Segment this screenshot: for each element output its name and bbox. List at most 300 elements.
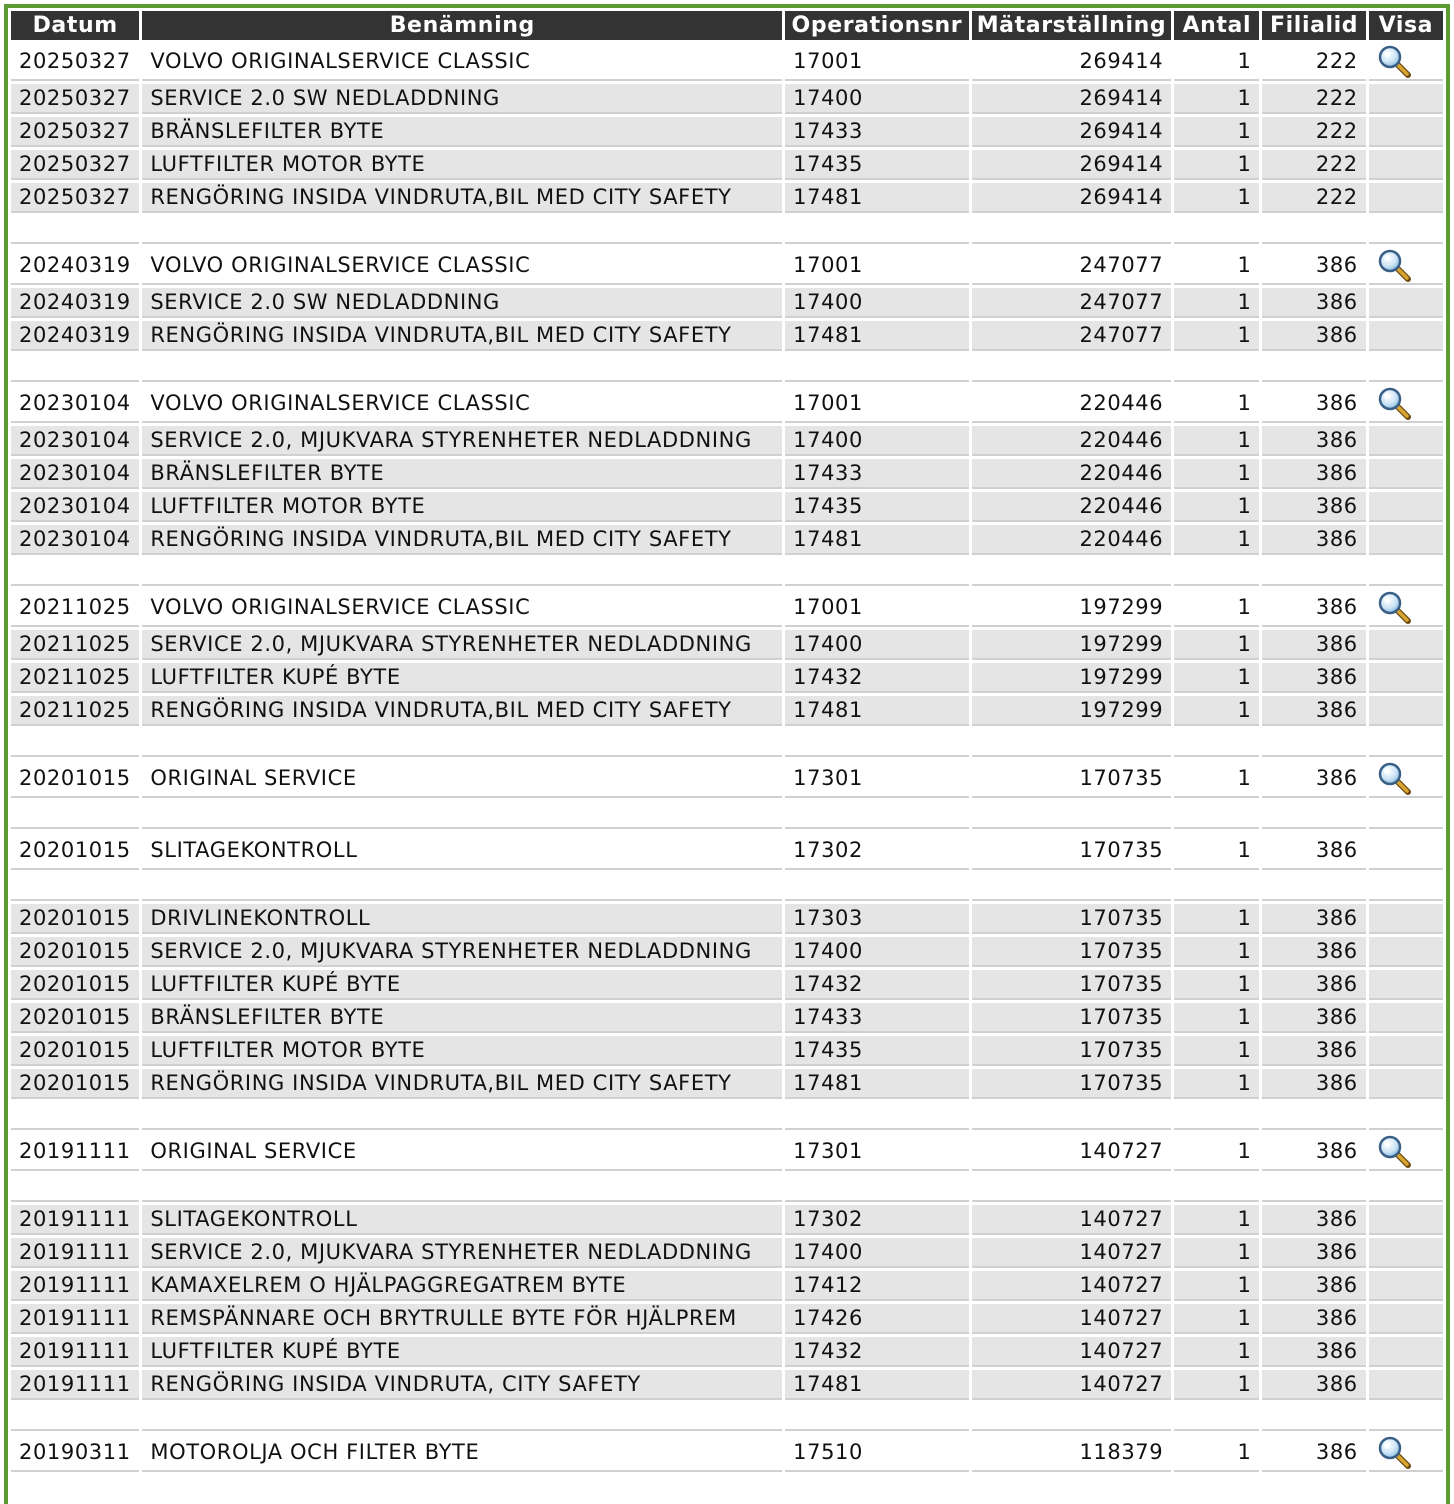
cell-antal: 1 <box>1174 630 1259 660</box>
cell-datum: 20191111 <box>11 1271 139 1301</box>
spacer-cell <box>142 558 782 586</box>
table-row <box>11 247 1443 285</box>
spacer-cell <box>972 873 1172 901</box>
cell-operationsnr: 17435 <box>785 1036 969 1066</box>
cell-matarstallning: 269414 <box>972 84 1172 114</box>
spacer-cell <box>785 216 969 244</box>
cell-operationsnr: 17435 <box>785 492 969 522</box>
cell-filialid: 386 <box>1262 970 1365 1000</box>
cell-matarstallning: 269414 <box>972 43 1172 81</box>
cell-benamning: VOLVO ORIGINALSERVICE CLASSIC <box>142 247 782 285</box>
spacer-cell <box>1174 1174 1259 1202</box>
table-row <box>11 492 1443 522</box>
cell-operationsnr: 17400 <box>785 937 969 967</box>
cell-benamning: LUFTFILTER KUPÉ BYTE <box>142 970 782 1000</box>
spacer-cell <box>11 801 139 829</box>
cell-antal: 1 <box>1174 663 1259 693</box>
spacer-cell <box>1369 873 1443 901</box>
cell-datum: 20201015 <box>11 1036 139 1066</box>
cell-matarstallning: 170735 <box>972 904 1172 934</box>
spacer-cell <box>1262 558 1365 586</box>
cell-benamning: VOLVO ORIGINALSERVICE CLASSIC <box>142 385 782 423</box>
spacer-cell <box>11 1102 139 1130</box>
cell-antal: 1 <box>1174 1069 1259 1099</box>
cell-matarstallning: 170735 <box>972 937 1172 967</box>
cell-matarstallning: 220446 <box>972 492 1172 522</box>
cell-matarstallning: 140727 <box>972 1133 1172 1171</box>
cell-antal: 1 <box>1174 1238 1259 1268</box>
cell-matarstallning: 220446 <box>972 459 1172 489</box>
cell-matarstallning: 170735 <box>972 1036 1172 1066</box>
cell-datum: 20201015 <box>11 1003 139 1033</box>
cell-benamning: SERVICE 2.0 SW NEDLADDNING <box>142 288 782 318</box>
cell-benamning: LUFTFILTER MOTOR BYTE <box>142 492 782 522</box>
cell-antal: 1 <box>1174 937 1259 967</box>
cell-operationsnr: 17400 <box>785 1238 969 1268</box>
table-row <box>11 117 1443 147</box>
cell-benamning: SERVICE 2.0, MJUKVARA STYRENHETER NEDLADDNING <box>142 630 782 660</box>
table-row <box>11 1003 1443 1033</box>
spacer-cell <box>1262 1174 1365 1202</box>
cell-benamning: SERVICE 2.0 SW NEDLADDNING <box>142 84 782 114</box>
spacer-cell <box>1369 729 1443 757</box>
table-row <box>11 1337 1443 1367</box>
cell-matarstallning: 140727 <box>972 1205 1172 1235</box>
cell-datum: 20201015 <box>11 760 139 798</box>
cell-datum: 20250327 <box>11 183 139 213</box>
cell-visa <box>1369 321 1443 351</box>
table-row <box>11 904 1443 934</box>
magnifier-icon[interactable] <box>1377 1435 1411 1469</box>
cell-datum: 20201015 <box>11 937 139 967</box>
spacer-cell <box>11 873 139 901</box>
spacer-cell <box>785 1102 969 1130</box>
cell-visa[interactable] <box>1369 43 1443 81</box>
spacer-cell <box>142 1174 782 1202</box>
cell-benamning: LUFTFILTER KUPÉ BYTE <box>142 663 782 693</box>
cell-operationsnr: 17432 <box>785 663 969 693</box>
cell-benamning: RENGÖRING INSIDA VINDRUTA,BIL MED CITY SAFETY <box>142 183 782 213</box>
cell-antal: 1 <box>1174 1205 1259 1235</box>
cell-datum: 20191111 <box>11 1370 139 1400</box>
spacer-row <box>11 354 1443 382</box>
spacer-cell <box>972 216 1172 244</box>
cell-operationsnr: 17481 <box>785 1069 969 1099</box>
table-row <box>11 1205 1443 1235</box>
table-row <box>11 426 1443 456</box>
table-row <box>11 321 1443 351</box>
spacer-cell <box>1174 729 1259 757</box>
table-row <box>11 1271 1443 1301</box>
cell-benamning: KAMAXELREM O HJÄLPAGGREGATREM BYTE <box>142 1271 782 1301</box>
cell-antal: 1 <box>1174 43 1259 81</box>
cell-operationsnr: 17412 <box>785 1271 969 1301</box>
cell-filialid: 386 <box>1262 1133 1365 1171</box>
cell-benamning: SLITAGEKONTROLL <box>142 832 782 870</box>
table-row <box>11 459 1443 489</box>
spacer-cell <box>785 873 969 901</box>
cell-antal: 1 <box>1174 150 1259 180</box>
cell-operationsnr: 17433 <box>785 1003 969 1033</box>
cell-filialid: 386 <box>1262 1337 1365 1367</box>
spacer-cell <box>142 801 782 829</box>
cell-operationsnr: 17301 <box>785 1133 969 1171</box>
cell-benamning: SERVICE 2.0, MJUKVARA STYRENHETER NEDLADDNING <box>142 937 782 967</box>
cell-antal: 1 <box>1174 525 1259 555</box>
cell-matarstallning: 220446 <box>972 385 1172 423</box>
table-row <box>11 832 1443 870</box>
cell-antal: 1 <box>1174 1133 1259 1171</box>
cell-operationsnr: 17433 <box>785 117 969 147</box>
cell-matarstallning: 197299 <box>972 663 1172 693</box>
column-header-benamning: Benämning <box>142 11 782 40</box>
table-row <box>11 1238 1443 1268</box>
spacer-cell <box>11 216 139 244</box>
column-header-matarstallning: Mätarställning <box>972 11 1172 40</box>
cell-datum: 20240319 <box>11 288 139 318</box>
spacer-cell <box>1369 558 1443 586</box>
cell-antal: 1 <box>1174 459 1259 489</box>
cell-filialid: 222 <box>1262 117 1365 147</box>
cell-matarstallning: 170735 <box>972 970 1172 1000</box>
cell-visa <box>1369 832 1443 870</box>
cell-operationsnr: 17001 <box>785 589 969 627</box>
spacer-row <box>11 1403 1443 1431</box>
cell-matarstallning: 269414 <box>972 183 1172 213</box>
cell-antal: 1 <box>1174 1304 1259 1334</box>
spacer-cell <box>1174 354 1259 382</box>
cell-operationsnr: 17001 <box>785 43 969 81</box>
cell-operationsnr: 17435 <box>785 150 969 180</box>
cell-datum: 20230104 <box>11 492 139 522</box>
cell-operationsnr: 17432 <box>785 970 969 1000</box>
magnifier-icon[interactable] <box>1377 248 1411 282</box>
cell-antal: 1 <box>1174 321 1259 351</box>
spacer-cell <box>1174 216 1259 244</box>
table-header-row <box>11 11 1443 40</box>
spacer-cell <box>972 1102 1172 1130</box>
table-row <box>11 84 1443 114</box>
table-row <box>11 1036 1443 1066</box>
spacer-cell <box>1262 216 1365 244</box>
magnifier-icon[interactable] <box>1377 44 1411 78</box>
cell-filialid: 386 <box>1262 1069 1365 1099</box>
cell-benamning: RENGÖRING INSIDA VINDRUTA, CITY SAFETY <box>142 1370 782 1400</box>
spacer-cell <box>1369 1174 1443 1202</box>
cell-datum: 20191111 <box>11 1205 139 1235</box>
spacer-cell <box>785 729 969 757</box>
cell-antal: 1 <box>1174 696 1259 726</box>
spacer-cell <box>11 729 139 757</box>
spacer-cell <box>142 1403 782 1431</box>
table-row <box>11 1069 1443 1099</box>
spacer-cell <box>1369 216 1443 244</box>
cell-matarstallning: 170735 <box>972 1069 1172 1099</box>
table-row <box>11 1434 1443 1472</box>
column-header-filialid: Filialid <box>1262 11 1365 40</box>
spacer-cell <box>1369 354 1443 382</box>
cell-antal: 1 <box>1174 1370 1259 1400</box>
cell-benamning: LUFTFILTER MOTOR BYTE <box>142 1036 782 1066</box>
table-row <box>11 1133 1443 1171</box>
cell-operationsnr: 17302 <box>785 832 969 870</box>
cell-filialid: 222 <box>1262 84 1365 114</box>
spacer-cell <box>142 729 782 757</box>
column-header-visa: Visa <box>1369 11 1443 40</box>
table-row <box>11 663 1443 693</box>
spacer-row <box>11 873 1443 901</box>
cell-operationsnr: 17481 <box>785 321 969 351</box>
cell-datum: 20240319 <box>11 321 139 351</box>
cell-datum: 20230104 <box>11 426 139 456</box>
cell-matarstallning: 247077 <box>972 288 1172 318</box>
table-row <box>11 760 1443 798</box>
cell-filialid: 386 <box>1262 904 1365 934</box>
cell-visa <box>1369 696 1443 726</box>
spacer-cell <box>142 873 782 901</box>
cell-datum: 20190311 <box>11 1434 139 1472</box>
cell-benamning: LUFTFILTER MOTOR BYTE <box>142 150 782 180</box>
cell-visa <box>1369 1271 1443 1301</box>
cell-filialid: 386 <box>1262 288 1365 318</box>
spacer-cell <box>972 1403 1172 1431</box>
magnifier-icon[interactable] <box>1377 1134 1411 1168</box>
cell-visa[interactable] <box>1369 760 1443 798</box>
cell-datum: 20211025 <box>11 663 139 693</box>
cell-filialid: 386 <box>1262 385 1365 423</box>
service-history-panel <box>4 4 1450 1504</box>
magnifier-icon[interactable] <box>1377 386 1411 420</box>
cell-datum: 20240319 <box>11 247 139 285</box>
cell-antal: 1 <box>1174 904 1259 934</box>
spacer-cell <box>785 1174 969 1202</box>
cell-filialid: 222 <box>1262 183 1365 213</box>
cell-filialid: 222 <box>1262 43 1365 81</box>
cell-benamning: BRÄNSLEFILTER BYTE <box>142 1003 782 1033</box>
spacer-cell <box>1174 801 1259 829</box>
cell-visa[interactable] <box>1369 385 1443 423</box>
spacer-cell <box>1174 873 1259 901</box>
cell-filialid: 386 <box>1262 630 1365 660</box>
cell-visa <box>1369 1003 1443 1033</box>
cell-filialid: 386 <box>1262 1370 1365 1400</box>
cell-filialid: 386 <box>1262 459 1365 489</box>
spacer-cell <box>1174 1102 1259 1130</box>
cell-filialid: 386 <box>1262 247 1365 285</box>
column-header-datum: Datum <box>11 11 139 40</box>
cell-visa[interactable] <box>1369 589 1443 627</box>
cell-benamning: BRÄNSLEFILTER BYTE <box>142 459 782 489</box>
cell-visa <box>1369 1036 1443 1066</box>
cell-datum: 20191111 <box>11 1337 139 1367</box>
cell-operationsnr: 17001 <box>785 247 969 285</box>
spacer-cell <box>1262 354 1365 382</box>
table-row <box>11 288 1443 318</box>
cell-operationsnr: 17481 <box>785 1370 969 1400</box>
cell-datum: 20230104 <box>11 525 139 555</box>
cell-matarstallning: 197299 <box>972 696 1172 726</box>
cell-operationsnr: 17303 <box>785 904 969 934</box>
cell-visa <box>1369 426 1443 456</box>
cell-visa <box>1369 150 1443 180</box>
cell-antal: 1 <box>1174 288 1259 318</box>
cell-antal: 1 <box>1174 117 1259 147</box>
cell-visa <box>1369 525 1443 555</box>
spacer-row <box>11 1174 1443 1202</box>
cell-operationsnr: 17400 <box>785 84 969 114</box>
cell-filialid: 386 <box>1262 696 1365 726</box>
cell-benamning: DRIVLINEKONTROLL <box>142 904 782 934</box>
cell-operationsnr: 17001 <box>785 385 969 423</box>
magnifier-icon[interactable] <box>1377 590 1411 624</box>
cell-benamning: LUFTFILTER KUPÉ BYTE <box>142 1337 782 1367</box>
cell-benamning: REMSPÄNNARE OCH BRYTRULLE BYTE FÖR HJÄLPREM <box>142 1304 782 1334</box>
cell-operationsnr: 17400 <box>785 630 969 660</box>
table-row <box>11 1370 1443 1400</box>
spacer-cell <box>972 729 1172 757</box>
cell-matarstallning: 247077 <box>972 247 1172 285</box>
spacer-row <box>11 801 1443 829</box>
spacer-cell <box>972 354 1172 382</box>
cell-filialid: 386 <box>1262 663 1365 693</box>
cell-datum: 20201015 <box>11 970 139 1000</box>
cell-matarstallning: 269414 <box>972 150 1172 180</box>
cell-antal: 1 <box>1174 1337 1259 1367</box>
cell-visa[interactable] <box>1369 1133 1443 1171</box>
cell-datum: 20250327 <box>11 117 139 147</box>
cell-visa <box>1369 630 1443 660</box>
table-row <box>11 43 1443 81</box>
table-row <box>11 525 1443 555</box>
cell-antal: 1 <box>1174 832 1259 870</box>
magnifier-icon[interactable] <box>1377 761 1411 795</box>
spacer-cell <box>972 1174 1172 1202</box>
cell-filialid: 386 <box>1262 1304 1365 1334</box>
cell-visa <box>1369 459 1443 489</box>
cell-benamning: VOLVO ORIGINALSERVICE CLASSIC <box>142 589 782 627</box>
cell-visa <box>1369 492 1443 522</box>
cell-antal: 1 <box>1174 1036 1259 1066</box>
cell-filialid: 386 <box>1262 1205 1365 1235</box>
cell-datum: 20250327 <box>11 150 139 180</box>
spacer-cell <box>11 354 139 382</box>
cell-visa[interactable] <box>1369 247 1443 285</box>
spacer-cell <box>1174 558 1259 586</box>
cell-benamning: BRÄNSLEFILTER BYTE <box>142 117 782 147</box>
cell-antal: 1 <box>1174 1271 1259 1301</box>
cell-filialid: 386 <box>1262 1238 1365 1268</box>
cell-visa <box>1369 1304 1443 1334</box>
cell-matarstallning: 140727 <box>972 1370 1172 1400</box>
cell-matarstallning: 220446 <box>972 426 1172 456</box>
cell-benamning: RENGÖRING INSIDA VINDRUTA,BIL MED CITY SAFETY <box>142 321 782 351</box>
cell-matarstallning: 140727 <box>972 1271 1172 1301</box>
table-row <box>11 1304 1443 1334</box>
cell-benamning: ORIGINAL SERVICE <box>142 1133 782 1171</box>
cell-operationsnr: 17433 <box>785 459 969 489</box>
cell-operationsnr: 17400 <box>785 426 969 456</box>
cell-matarstallning: 220446 <box>972 525 1172 555</box>
cell-operationsnr: 17301 <box>785 760 969 798</box>
cell-datum: 20230104 <box>11 385 139 423</box>
column-header-antal: Antal <box>1174 11 1259 40</box>
cell-visa <box>1369 183 1443 213</box>
spacer-row <box>11 729 1443 757</box>
spacer-cell <box>785 558 969 586</box>
cell-visa <box>1369 84 1443 114</box>
cell-matarstallning: 140727 <box>972 1238 1172 1268</box>
cell-datum: 20191111 <box>11 1238 139 1268</box>
cell-antal: 1 <box>1174 247 1259 285</box>
cell-datum: 20211025 <box>11 589 139 627</box>
cell-visa <box>1369 1370 1443 1400</box>
spacer-cell <box>1262 729 1365 757</box>
cell-benamning: MOTOROLJA OCH FILTER BYTE <box>142 1434 782 1472</box>
cell-visa[interactable] <box>1369 1434 1443 1472</box>
spacer-cell <box>11 1403 139 1431</box>
spacer-row <box>11 1102 1443 1130</box>
cell-matarstallning: 170735 <box>972 1003 1172 1033</box>
cell-datum: 20201015 <box>11 832 139 870</box>
spacer-cell <box>1262 873 1365 901</box>
spacer-cell <box>1369 1403 1443 1431</box>
cell-antal: 1 <box>1174 1003 1259 1033</box>
cell-antal: 1 <box>1174 84 1259 114</box>
cell-filialid: 386 <box>1262 832 1365 870</box>
cell-filialid: 386 <box>1262 1271 1365 1301</box>
cell-antal: 1 <box>1174 1434 1259 1472</box>
spacer-cell <box>785 1403 969 1431</box>
spacer-row <box>11 558 1443 586</box>
cell-benamning: RENGÖRING INSIDA VINDRUTA,BIL MED CITY SAFETY <box>142 525 782 555</box>
table-row <box>11 937 1443 967</box>
cell-benamning: SLITAGEKONTROLL <box>142 1205 782 1235</box>
spacer-cell <box>1262 801 1365 829</box>
spacer-row <box>11 216 1443 244</box>
cell-visa <box>1369 970 1443 1000</box>
cell-operationsnr: 17432 <box>785 1337 969 1367</box>
cell-visa <box>1369 1069 1443 1099</box>
cell-filialid: 386 <box>1262 760 1365 798</box>
cell-visa <box>1369 937 1443 967</box>
cell-filialid: 386 <box>1262 1003 1365 1033</box>
cell-visa <box>1369 904 1443 934</box>
cell-filialid: 386 <box>1262 937 1365 967</box>
table-row <box>11 630 1443 660</box>
cell-datum: 20201015 <box>11 1069 139 1099</box>
cell-antal: 1 <box>1174 970 1259 1000</box>
cell-matarstallning: 140727 <box>972 1337 1172 1367</box>
cell-datum: 20191111 <box>11 1133 139 1171</box>
spacer-cell <box>11 558 139 586</box>
cell-filialid: 386 <box>1262 1036 1365 1066</box>
table-row <box>11 589 1443 627</box>
spacer-cell <box>1174 1403 1259 1431</box>
cell-antal: 1 <box>1174 760 1259 798</box>
spacer-cell <box>1262 1102 1365 1130</box>
spacer-cell <box>785 801 969 829</box>
cell-datum: 20250327 <box>11 43 139 81</box>
spacer-cell <box>11 1174 139 1202</box>
cell-filialid: 386 <box>1262 1434 1365 1472</box>
cell-operationsnr: 17510 <box>785 1434 969 1472</box>
cell-operationsnr: 17426 <box>785 1304 969 1334</box>
table-row <box>11 385 1443 423</box>
spacer-cell <box>1369 1102 1443 1130</box>
cell-antal: 1 <box>1174 492 1259 522</box>
cell-visa <box>1369 288 1443 318</box>
table-row <box>11 970 1443 1000</box>
